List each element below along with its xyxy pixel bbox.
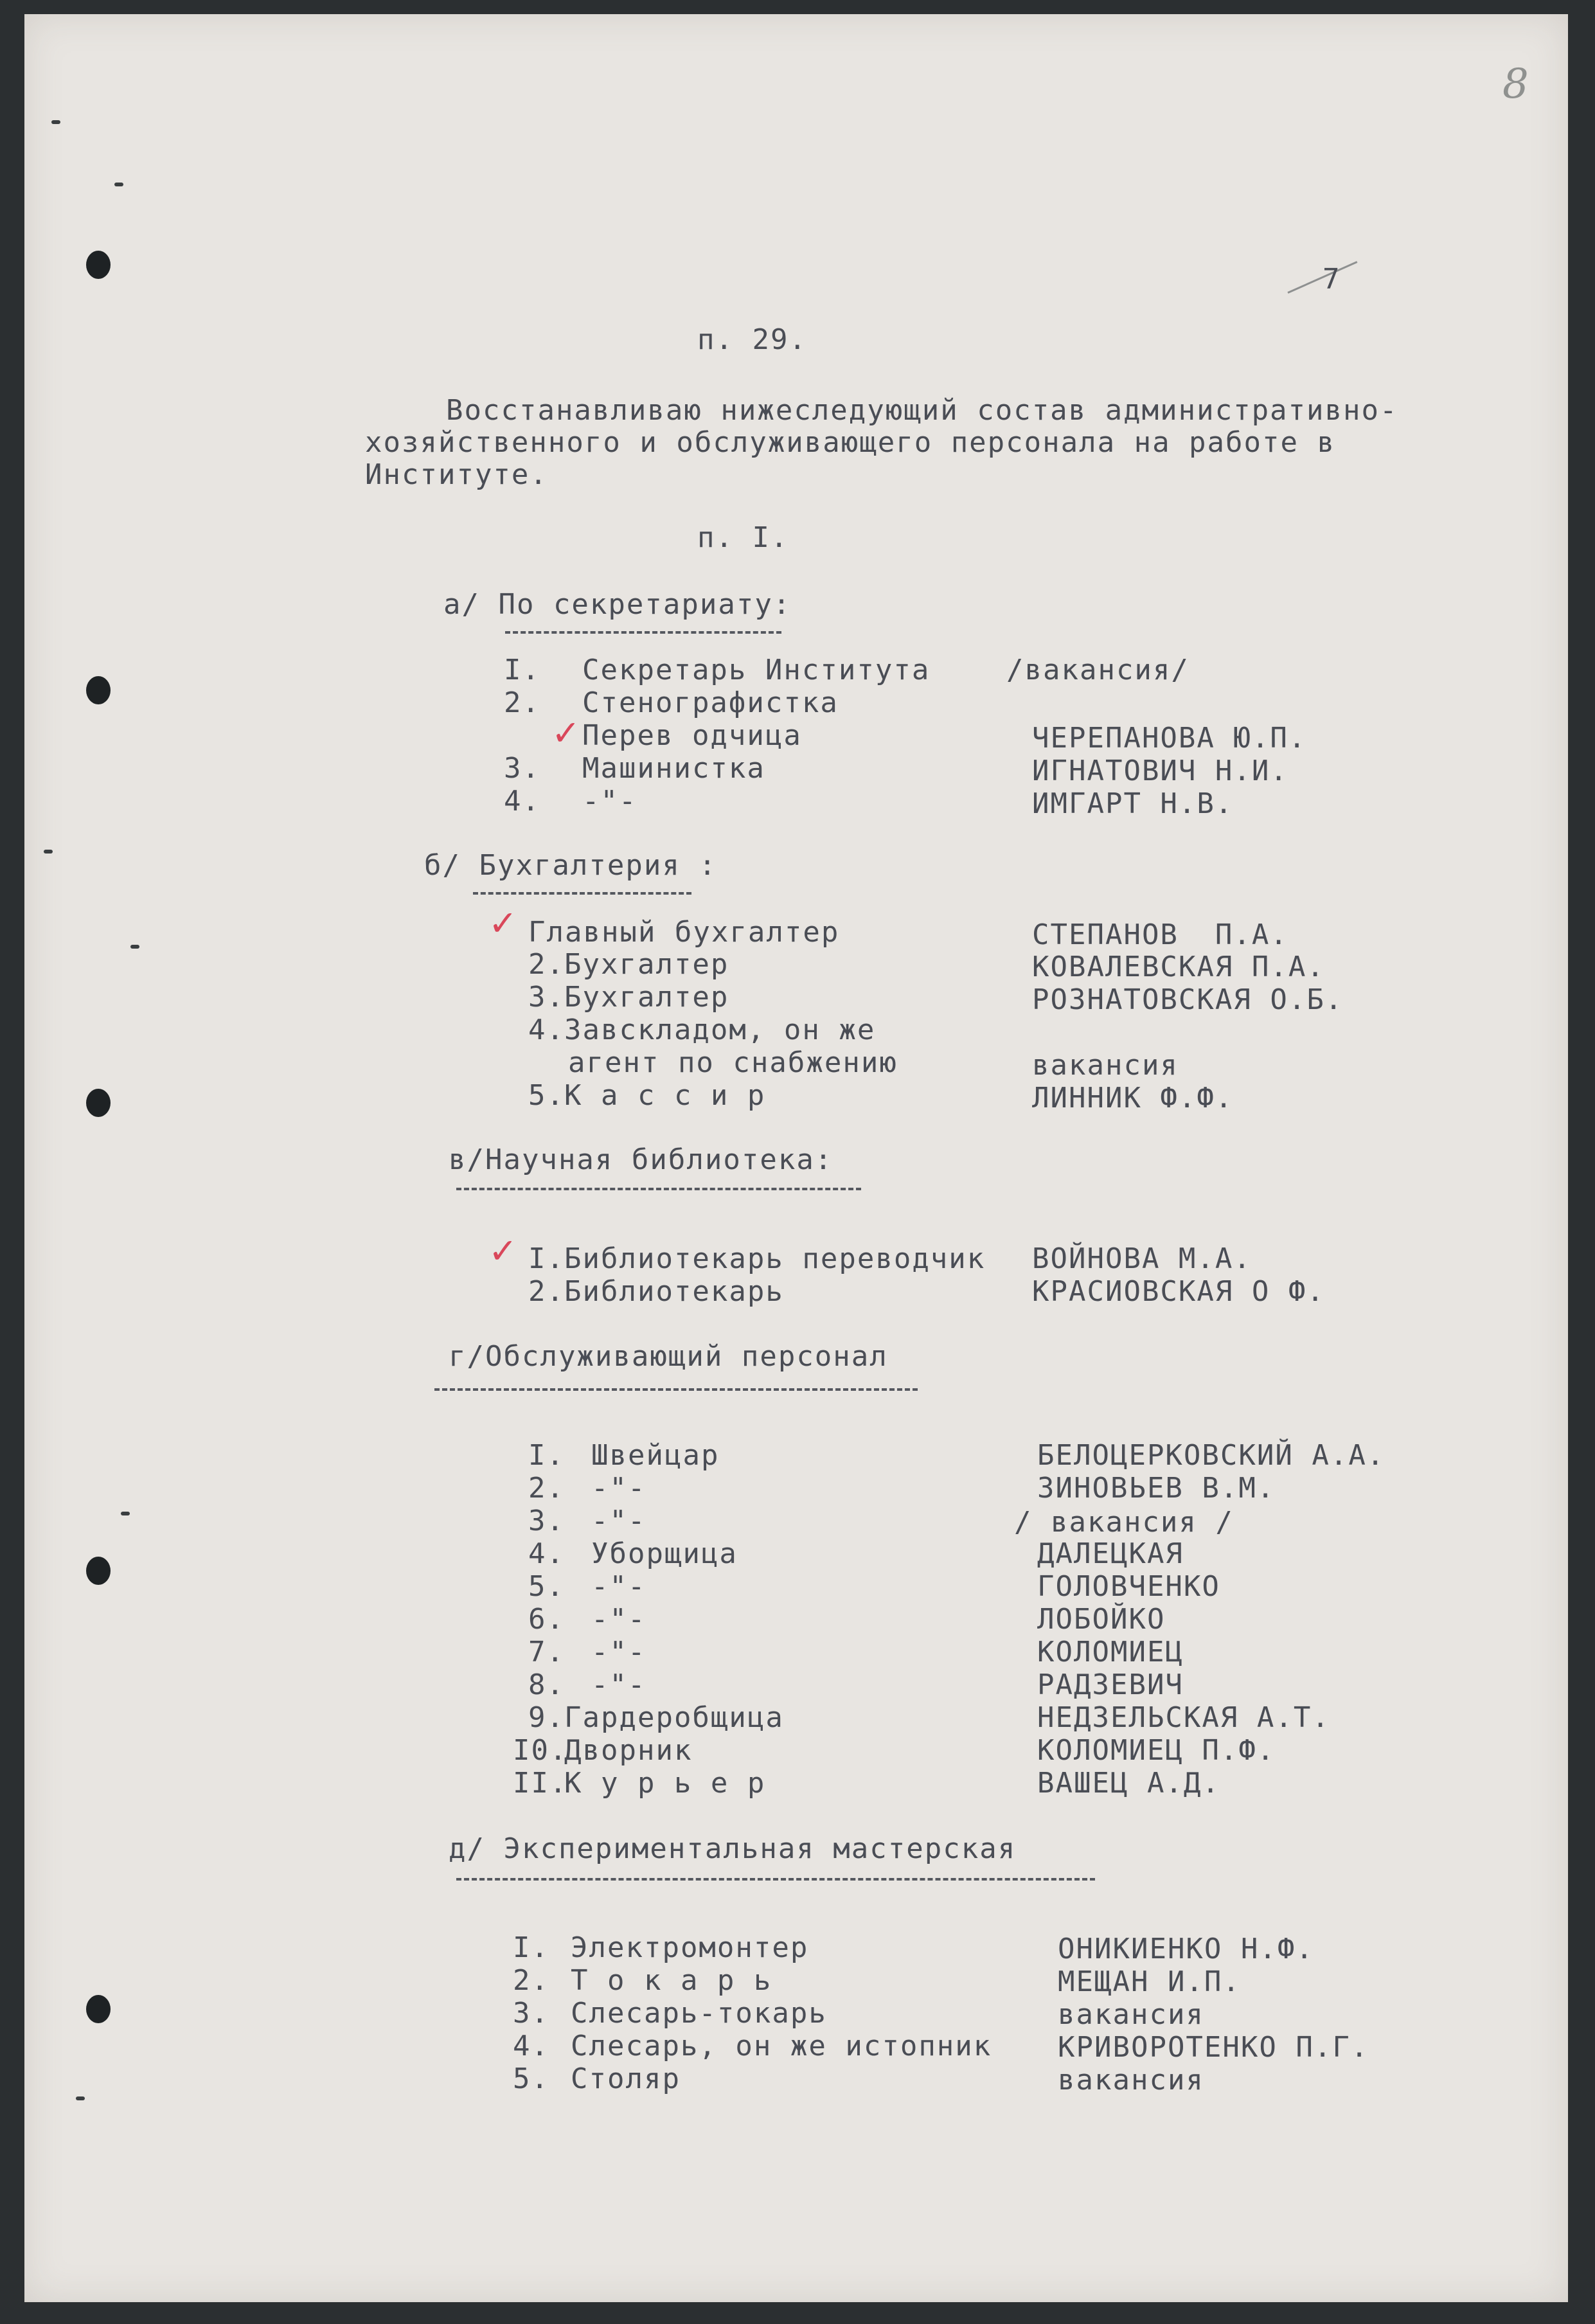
binder-hole xyxy=(86,676,111,704)
row-number: 4. xyxy=(504,785,540,818)
row-number: 6. xyxy=(528,1603,565,1636)
red-check-mark: ✓ xyxy=(551,713,581,753)
row-name: ГОЛОВЧЕНКО xyxy=(1037,1570,1220,1603)
paragraph-1-heading: п. І. xyxy=(697,521,789,554)
row-number: 5. xyxy=(513,2062,549,2095)
binder-hole xyxy=(86,1557,111,1585)
row-number: 2. xyxy=(528,1275,565,1308)
paper-speck xyxy=(51,120,60,124)
row-position: Библиотекарь xyxy=(564,1275,784,1308)
intro-line-3: Институте. xyxy=(365,458,548,491)
row-name: ВАШЕЦ А.Д. xyxy=(1037,1767,1220,1800)
row-position: -"- xyxy=(582,785,637,818)
section-underline xyxy=(434,1388,918,1391)
row-position: Гардеробщица xyxy=(564,1701,784,1734)
row-name: ДАЛЕЦКАЯ xyxy=(1037,1537,1184,1570)
row-position: Столяр xyxy=(571,2062,681,2095)
section-title-library: в/Научная библиотека: xyxy=(449,1143,833,1176)
red-check-mark: ✓ xyxy=(488,1231,518,1271)
binder-hole xyxy=(86,1995,111,2023)
row-name: КРАСИОВСКАЯ О Ф. xyxy=(1032,1275,1325,1308)
row-name: КОЛОМИЕЦ xyxy=(1037,1636,1184,1668)
paper-speck xyxy=(114,183,123,186)
row-name: вакансия xyxy=(1032,1049,1179,1082)
row-position: Библиотекарь переводчик xyxy=(564,1242,986,1275)
paper-speck xyxy=(130,945,139,949)
row-position: -"- xyxy=(591,1603,646,1636)
section-title-service-staff: г/Обслуживающий персонал xyxy=(449,1340,888,1373)
row-position: Слесарь, он же истопник xyxy=(571,2030,992,2062)
section-title-workshop: д/ Экспериментальная мастерская xyxy=(449,1832,1017,1865)
page-number: 7 xyxy=(1323,263,1341,296)
row-number: 5. xyxy=(528,1570,565,1603)
row-number: 2. xyxy=(504,686,540,719)
row-name: ЗИНОВЬЕВ В.М. xyxy=(1037,1472,1276,1505)
row-name: МЕЩАН И.П. xyxy=(1058,1965,1241,1998)
row-number: 3. xyxy=(504,752,540,785)
row-position: -"- xyxy=(591,1636,646,1668)
row-name: ЛОБОЙКО xyxy=(1037,1603,1166,1636)
row-name: ЧЕРЕПАНОВА Ю.П. xyxy=(1032,722,1307,755)
row-number: 7. xyxy=(528,1636,565,1668)
row-position: -"- xyxy=(591,1570,646,1603)
row-name: КРИВОРОТЕНКО П.Г. xyxy=(1058,2031,1369,2064)
row-number: І. xyxy=(528,1242,565,1275)
paper-speck xyxy=(44,850,53,854)
row-position: Бухгалтер xyxy=(564,981,729,1014)
intro-line-1: Восстанавливаю нижеследующий состав административно- xyxy=(446,394,1398,427)
section-underline xyxy=(505,631,781,634)
row-name: ОНИКИЕНКО Н.Ф. xyxy=(1058,1933,1314,1965)
row-position: -"- xyxy=(591,1668,646,1701)
row-number: 3. xyxy=(528,1505,565,1537)
row-position: -"- xyxy=(591,1472,646,1505)
row-position: Слесарь-токарь xyxy=(571,1997,827,2030)
row-position: Дворник xyxy=(564,1734,693,1767)
row-name: вакансия xyxy=(1058,1998,1204,2031)
row-number: 2. xyxy=(528,948,565,981)
row-name: НЕДЗЕЛЬСКАЯ А.Т. xyxy=(1037,1701,1330,1734)
row-name: / вакансия / xyxy=(1014,1506,1234,1539)
row-position: Швейцар xyxy=(591,1439,720,1472)
row-name: РОЗНАТОВСКАЯ О.Б. xyxy=(1032,983,1344,1016)
row-name: КОВАЛЕВСКАЯ П.А. xyxy=(1032,951,1325,983)
row-number: І. xyxy=(504,654,540,686)
row-name: БЕЛОЦЕРКОВСКИЙ А.А. xyxy=(1037,1439,1386,1472)
row-name: /вакансия/ xyxy=(1006,654,1190,686)
section-underline xyxy=(473,892,691,895)
row-name: РАДЗЕВИЧ xyxy=(1037,1668,1184,1701)
row-name: вакансия xyxy=(1058,2064,1204,2096)
section-underline xyxy=(456,1878,1095,1881)
row-position: Машинистка xyxy=(582,752,765,785)
row-position: -"- xyxy=(591,1505,646,1537)
row-number: 2. xyxy=(513,1964,549,1997)
section-underline xyxy=(456,1188,861,1190)
paper-speck xyxy=(121,1512,130,1515)
row-number: І. xyxy=(528,1439,565,1472)
row-number: І0. xyxy=(513,1734,568,1767)
row-position: Главный бухгалтер xyxy=(528,916,840,949)
row-position: К а с с и р xyxy=(564,1079,766,1112)
row-position: К у р ь е р xyxy=(564,1767,766,1800)
row-number: 3. xyxy=(513,1997,549,2030)
row-name: ВОЙНОВА М.А. xyxy=(1032,1242,1252,1275)
red-check-mark: ✓ xyxy=(488,903,518,943)
row-number: 4. xyxy=(528,1537,565,1570)
row-name: КОЛОМИЕЦ П.Ф. xyxy=(1037,1734,1276,1767)
row-position: Перев одчица xyxy=(582,719,802,752)
row-number: 4. xyxy=(513,2030,549,2062)
row-number: 3. xyxy=(528,981,565,1014)
row-name: ЛИННИК Ф.Ф. xyxy=(1032,1082,1234,1114)
binder-hole xyxy=(86,1089,111,1117)
intro-line-2: хозяйственного и обслуживающего персонала на работе в xyxy=(365,426,1335,459)
document-page xyxy=(24,14,1568,2302)
row-number: ІІ. xyxy=(513,1767,568,1800)
row-number: 4. xyxy=(528,1014,565,1046)
row-number: 2. xyxy=(528,1472,565,1505)
section-title-accounting: б/ Бухгалтерия : xyxy=(424,849,717,882)
row-position: Т о к а р ь xyxy=(571,1964,772,1997)
section-title-secretariat: а/ По секретариату: xyxy=(443,588,792,621)
paragraph-29-heading: п. 29. xyxy=(697,323,807,356)
row-number: 5. xyxy=(528,1079,565,1112)
row-position: Стенографистка xyxy=(582,686,839,719)
row-position: Завскладом, он же xyxy=(564,1014,876,1046)
row-name: ИМГАРТ Н.В. xyxy=(1032,787,1234,820)
archive-page-number: 8 xyxy=(1502,60,1529,108)
row-position: Уборщица xyxy=(591,1537,738,1570)
paper-speck xyxy=(76,2096,85,2100)
row-number: 8. xyxy=(528,1668,565,1701)
binder-hole xyxy=(86,251,111,279)
row-number: І. xyxy=(513,1931,549,1964)
row-number: 9. xyxy=(528,1701,565,1734)
row-position: Электромонтер xyxy=(571,1931,809,1964)
row-name: ИГНАТОВИЧ Н.И. xyxy=(1032,755,1288,787)
row-name: СТЕПАНОВ П.А. xyxy=(1032,918,1288,951)
row-position: агент по снабжению xyxy=(568,1046,898,1079)
row-position: Бухгалтер xyxy=(564,948,729,981)
row-position: Секретарь Института xyxy=(582,654,931,686)
